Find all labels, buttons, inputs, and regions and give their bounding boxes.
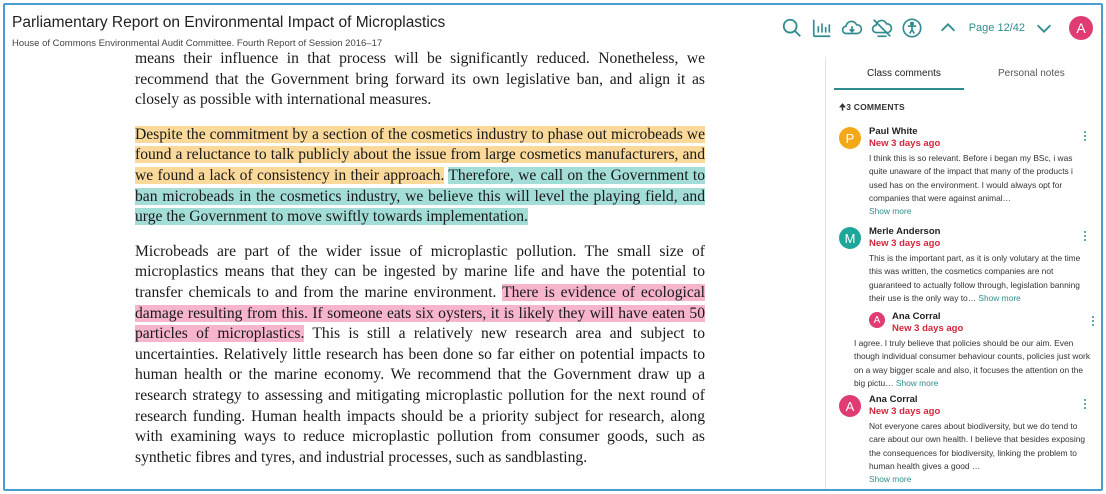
- show-more-link[interactable]: Show more: [978, 292, 1021, 303]
- highlight-orange[interactable]: Despite the commitment by a section of the cosmetics industry to phase out microbeads we found a reluctance to talk publicly about the issue from large cosmetics manufacturers, and we found a lack of consistency in their approach.: [135, 125, 705, 184]
- paragraph: [135, 49, 705, 111]
- paragraph-text: Microbeads are part of the wider issue of microplastic pollution. The small size of microplastics means that they can be ingested by marine life and have the potential to transfer chemicals to and from the marine environment.: [135, 242, 705, 301]
- chart-icon[interactable]: [807, 13, 837, 43]
- download-icon[interactable]: [837, 13, 867, 43]
- avatar: A: [869, 312, 885, 328]
- comment-time: New 3 days ago: [869, 406, 941, 417]
- comment-reply: [854, 311, 1097, 388]
- comment-count[interactable]: 🠉3 COMMENTS: [839, 102, 905, 112]
- more-options-icon[interactable]: [1081, 131, 1089, 143]
- active-tab-indicator: [834, 88, 964, 90]
- offline-icon[interactable]: [867, 13, 897, 43]
- accessibility-icon[interactable]: [897, 13, 927, 43]
- comment-item: [839, 227, 1089, 307]
- comment-author: Paul White: [869, 126, 918, 137]
- app-window: [3, 3, 1103, 491]
- chevron-down-icon[interactable]: [1029, 13, 1059, 43]
- highlight-pink[interactable]: There is evidence of ecological damage resulting from this. If someone eats six oysters, it is likely they will have eaten 50 particles of microplastics.: [135, 283, 705, 343]
- avatar: P: [839, 127, 861, 149]
- document-subtitle: House of Commons Environmental Audit Committee. Fourth Report of Session 2016–17: [12, 38, 383, 49]
- highlight-teal[interactable]: Therefore, we call on the Government to ban microbeads in the cosmetics industry, we believe this will level the playing field, and urge the Government to move swiftly towards implementation.: [135, 166, 705, 226]
- comment-author: Merle Anderson: [869, 226, 941, 237]
- more-options-icon[interactable]: [1089, 316, 1097, 328]
- tab-personal-notes[interactable]: Personal notes: [998, 68, 1065, 79]
- paragraph: [135, 242, 705, 469]
- tab-class-comments[interactable]: Class comments: [867, 68, 941, 79]
- comment-text: I agree. I truly believe that policies should be our aim. Even though individual consumer behaviour counts, policies just work on a way bigger scale and also, it focuses the attention on the big pictu… Show more: [854, 338, 1091, 388]
- arrow-up-icon: 🠉: [839, 102, 847, 112]
- page-indicator: Page 12/42: [968, 22, 1025, 34]
- more-options-icon[interactable]: [1081, 399, 1089, 411]
- document-body: [135, 49, 705, 489]
- avatar: A: [839, 395, 861, 417]
- more-options-icon[interactable]: [1081, 231, 1089, 243]
- show-more-link[interactable]: Show more: [869, 206, 912, 217]
- show-more-link[interactable]: Show more: [895, 377, 939, 388]
- search-icon[interactable]: [777, 13, 807, 43]
- panel-tabs: [826, 57, 1101, 91]
- comment-text: I think this is so relevant. Before i began my BSc, i was quite unaware of the impact that many of the products i used has on the environment. I would always opt for companies that were against animal… Show more: [869, 153, 1073, 217]
- avatar: M: [839, 227, 861, 249]
- comment-text: Not everyone cares about biodiversity, but we do tend to care about our own health. I believe that besides exposing the consequences for biodiversity, linking the problem to human health gives a good … Show more: [869, 421, 1086, 485]
- comment-time: New 3 days ago: [892, 323, 964, 334]
- comment-time: New 3 days ago: [869, 138, 941, 149]
- chevron-up-icon[interactable]: [933, 13, 963, 43]
- show-more-link[interactable]: Show more: [869, 474, 912, 485]
- comment-author: Ana Corral: [892, 311, 941, 322]
- document-title: Parliamentary Report on Environmental Impact of Microplastics: [12, 14, 446, 31]
- comment-author: Ana Corral: [869, 394, 918, 405]
- comment-item: [839, 395, 1089, 485]
- comment-text: This is the important part, as it is only volutary at the time this was written, the cosmetics companies are not guaranteed to actually follow through, legislation banning their use is the only way to… Show more: [869, 253, 1081, 303]
- toolbar: [777, 12, 1093, 44]
- paragraph-text: This is still a relatively new research area and subject to uncertainties. Relatively little research has been done so far either on potential impacts to human health or the marine economy. We recommend that the Government draw up a research strategy to assessing and mitigating microplastic pollution for the next round of research funding. Human health impacts should be a priority subject for research, along with examining ways to reduce microplastic pollution from consumer goods, such as synthetic fibres and tyres, and industrial processes, such as sandblasting.: [135, 325, 705, 466]
- user-avatar[interactable]: A: [1069, 16, 1093, 40]
- comments-panel: [825, 57, 1101, 489]
- comment-time: New 3 days ago: [869, 238, 941, 249]
- paragraph-highlighted: [135, 125, 705, 228]
- paragraph-text: means their influence in that process will be significantly reduced. Nonetheless, we recommend that the Government bring forward its own legislative ban, and align it as closely as possible with international measures.: [135, 50, 705, 109]
- comment-item: [839, 127, 1089, 217]
